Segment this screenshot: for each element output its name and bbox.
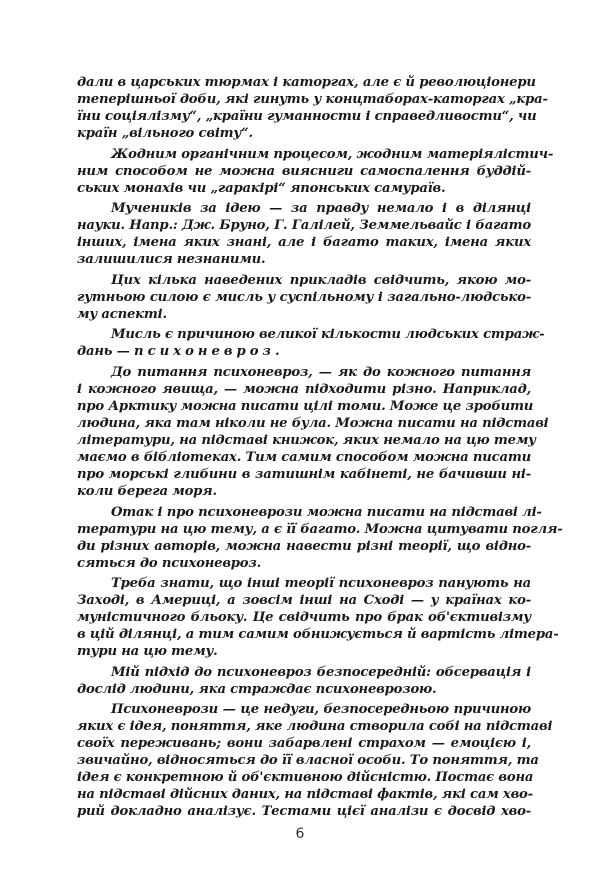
text-line: му аспекті. — [77, 306, 167, 322]
text-line: їни соціялізму“, „країни гуманности і справедливости“, чи — [77, 109, 537, 124]
paragraph — [77, 272, 531, 323]
text-line: Треба знати, що інші теорії психоневроз панують на — [111, 576, 531, 592]
text-line: яких є ідея, поняття, яке людина створила собі на підставі — [77, 719, 553, 735]
text-line: людина, яка там ніколи не була. Можна писати на підставі — [77, 415, 549, 431]
text-line: Мучеників за ідею — за правду немало і в ділянці — [111, 201, 531, 217]
paragraph — [77, 200, 531, 268]
text-line: дали в царських тюрмах і каторгах, але є й революціонери — [77, 75, 536, 90]
text-line: гутньою силою є мисль у суспільному і загально-людсько- — [77, 289, 531, 305]
page-number: 6 — [295, 826, 305, 842]
text-line: Отак і про психоневрози можна писати на підставі лі- — [111, 504, 542, 520]
text-line: ських монахів чи „гаракірі“ японських самураїв. — [77, 180, 446, 196]
paragraph — [77, 364, 549, 500]
paragraph — [77, 664, 531, 698]
text-line: Заході, в Америці, а зовсім інші на Сході — у країнах ко- — [77, 593, 531, 609]
text-line: дослід людини, яка страждає психоневрозою. — [77, 681, 437, 697]
paragraph — [77, 146, 554, 197]
text-line: звичайно, відносяться до її власної особи. То поняття, та — [77, 753, 539, 769]
text-line: залишилися незнаними. — [77, 252, 266, 268]
paragraph — [77, 575, 559, 660]
text-line: своїх переживань; вони забарвлені страхом — емоцією і, — [77, 736, 531, 752]
text-line: літератури, на підставі книжок, яких немало на цю тему — [77, 432, 536, 448]
text-line: Жодним органічним процесом, жодним матеріялістич- — [111, 146, 554, 162]
text-line: ди різних авторів, можна навести різні теорії, що відно- — [77, 538, 531, 554]
text-line: в цій ділянці, а тим самим обнижується й вартість літера- — [77, 627, 559, 643]
text-line: на підставі дійсних даних, на підставі фактів, які сам хво- — [77, 787, 533, 803]
text-line: інших, імена яких знані, але і багато таких, імена яких — [77, 235, 531, 251]
text-line: тератури на цю тему, а є її багато. Можна цитувати погля- — [77, 521, 563, 537]
paragraph — [77, 74, 548, 142]
text-line: науки. Напр.: Дж. Бруно, Г. Галілей, Земмельвайс і багато — [77, 218, 531, 234]
text-line: тури на цю тему. — [77, 644, 218, 660]
text-line: про Арктику можна писати цілі томи. Може це зробити — [77, 398, 534, 414]
text-line: До питання психоневроз, — як до кожного питання — [111, 364, 531, 380]
text-line: теперішньої доби, які гинуть у концтаборах-каторгах „кра- — [77, 92, 548, 107]
text-line: рий докладно аналізує. Тестами цієї аналізи є досвід хво- — [77, 804, 531, 820]
text-line: Мисль є причиною великої кількости людських страж- — [111, 327, 545, 343]
text-line: дань — психоневроз. — [77, 344, 284, 360]
text-line: Мій підхід до психоневроз безпосередній: обсервація і — [111, 664, 531, 680]
paragraph — [77, 504, 563, 572]
text-line: коли берега моря. — [77, 483, 217, 499]
text-line: про морські глибини в затишнім кабінеті, не бачивши ні- — [77, 466, 531, 482]
paragraph — [77, 701, 553, 820]
text-line: сяться до психоневроз. — [77, 555, 262, 571]
text-line: країн „вільного світу“. — [77, 126, 253, 141]
text-line: муністичного бльоку. Це свідчить про брак об'єктивізму — [77, 610, 531, 626]
text-line: Психоневрози — це недуги, безпосередньою причиною — [111, 702, 531, 718]
text-line: і кожного явища, — можна підходити різно. Наприклад, — [77, 381, 531, 397]
text-line: Цих кілька наведених прикладів свідчить, якою мо- — [111, 272, 531, 288]
paragraph — [77, 326, 545, 360]
text-line: ним способом не можна виясниги самоспалення буддій- — [77, 163, 531, 179]
emphasized-term: психоневроз. — [134, 344, 284, 360]
text-line: ідея є конкретною й об'єктивною дійсністю. Постає вона — [77, 770, 534, 786]
page-body-text — [77, 74, 563, 824]
text-line: маємо в бібліотеках. Тим самим способом можна писати — [77, 449, 531, 465]
